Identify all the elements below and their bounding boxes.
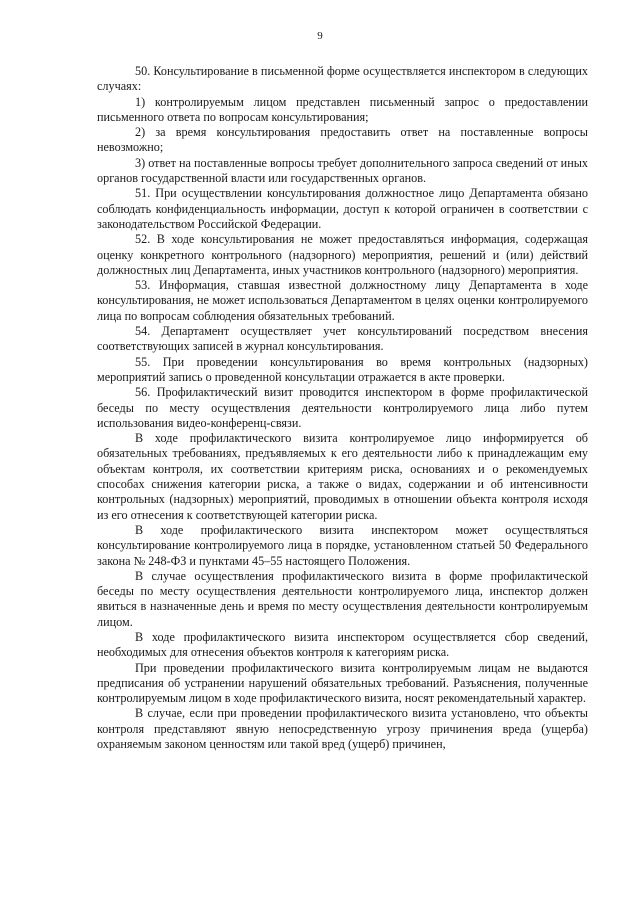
- paragraph-56-visit-location: В случае осуществления профилактического визита в форме профилактической беседы по месту осуществления деятельности контролируемого лица, инспектор должен явиться в назначенные день и время по месту осуществления деятельности контролируемым лицом.: [97, 568, 588, 629]
- paragraph-50-item-1: 1) контролируемым лицом представлен письменный запрос о предоставлении письменного ответа по вопросам консультирования;: [97, 94, 588, 124]
- paragraph-56: 56. Профилактический визит проводится инспектором в форме профилактической беседы по месту осуществления деятельности контролируемого лица либо путем использования видео-конференц-связи.: [97, 385, 588, 430]
- paragraph-56-consulting: В ходе профилактического визита инспектором может осуществляться консультирование контролируемого лица в порядке, установленном статьей 50 Федерального закона № 248-ФЗ и пунктами 45–55 настоящего Положения.: [97, 522, 588, 568]
- paragraph-56-data-collection: В ходе профилактического визита инспектором осуществляется сбор сведений, необходимых для отнесения объектов контроля к категориям риска.: [97, 629, 588, 660]
- paragraph-50-item-3: 3) ответ на поставленные вопросы требует дополнительного запроса сведений от иных органов государственной власти или государственных органов.: [97, 155, 588, 186]
- paragraph-56-informing: В ходе профилактического визита контролируемое лицо информируется об обязательных требованиях, предъявляемых к его деятельности либо к принадлежащим ему объектам контроля, их соответствии критериям риска, основаниях и о рекомендуемых способах снижения категории риска, а также о видах, содержании и об интенсивности контрольных (надзорных) мероприятий, проводимых в отношении объекта контроля исходя из его отнесения к соответствующей категории риска.: [97, 431, 588, 522]
- paragraph-50: 50. Консультирование в письменной форме осуществляется инспектором в следующих случаях:: [97, 64, 588, 94]
- paragraph-55: 55. При проведении консультирования во время контрольных (надзорных) мероприятий запись о проведенной консультации отражается в акте проверки.: [97, 354, 588, 384]
- paragraph-56-threat: В случае, если при проведении профилактического визита установлено, что объекты контроля представляют явную непосредственную угрозу причинения вреда (ущерба) охраняемым законом ценностям или такой вред (ущерб) причинен,: [97, 706, 588, 752]
- paragraph-53: 53. Информация, ставшая известной должностному лицу Департамента в ходе консультирования, не может использоваться Департаментом в целях оценки контролируемого лица по вопросам соблюдения обязательных требований.: [97, 278, 588, 323]
- page-number: 9: [317, 30, 323, 42]
- body-text: [97, 64, 588, 752]
- paragraph-54: 54. Департамент осуществляет учет консультирований посредством внесения соответствующих записей в журнал консультирования.: [97, 324, 588, 354]
- paragraph-50-item-2: 2) за время консультирования предоставить ответ на поставленные вопросы невозможно;: [97, 125, 588, 155]
- paragraph-51: 51. При осуществлении консультирования должностное лицо Департамента обязано соблюдать конфиденциальность информации, доступ к которой ограничен в соответствии с законодательством Российской Федерации.: [97, 186, 588, 231]
- paragraph-52: 52. В ходе консультирования не может предоставляться информация, содержащая оценку конкретного контрольного (надзорного) мероприятия, решений и (или) действий должностных лиц Департамента, иных участников контрольного (надзорного) мероприятия.: [97, 232, 588, 277]
- paragraph-56-no-orders: При проведении профилактического визита контролируемым лицам не выдаются предписания об устранении нарушений обязательных требований. Разъяснения, полученные контролируемым лицом в ходе профилактического визита, носят рекомендательный характер.: [97, 660, 588, 706]
